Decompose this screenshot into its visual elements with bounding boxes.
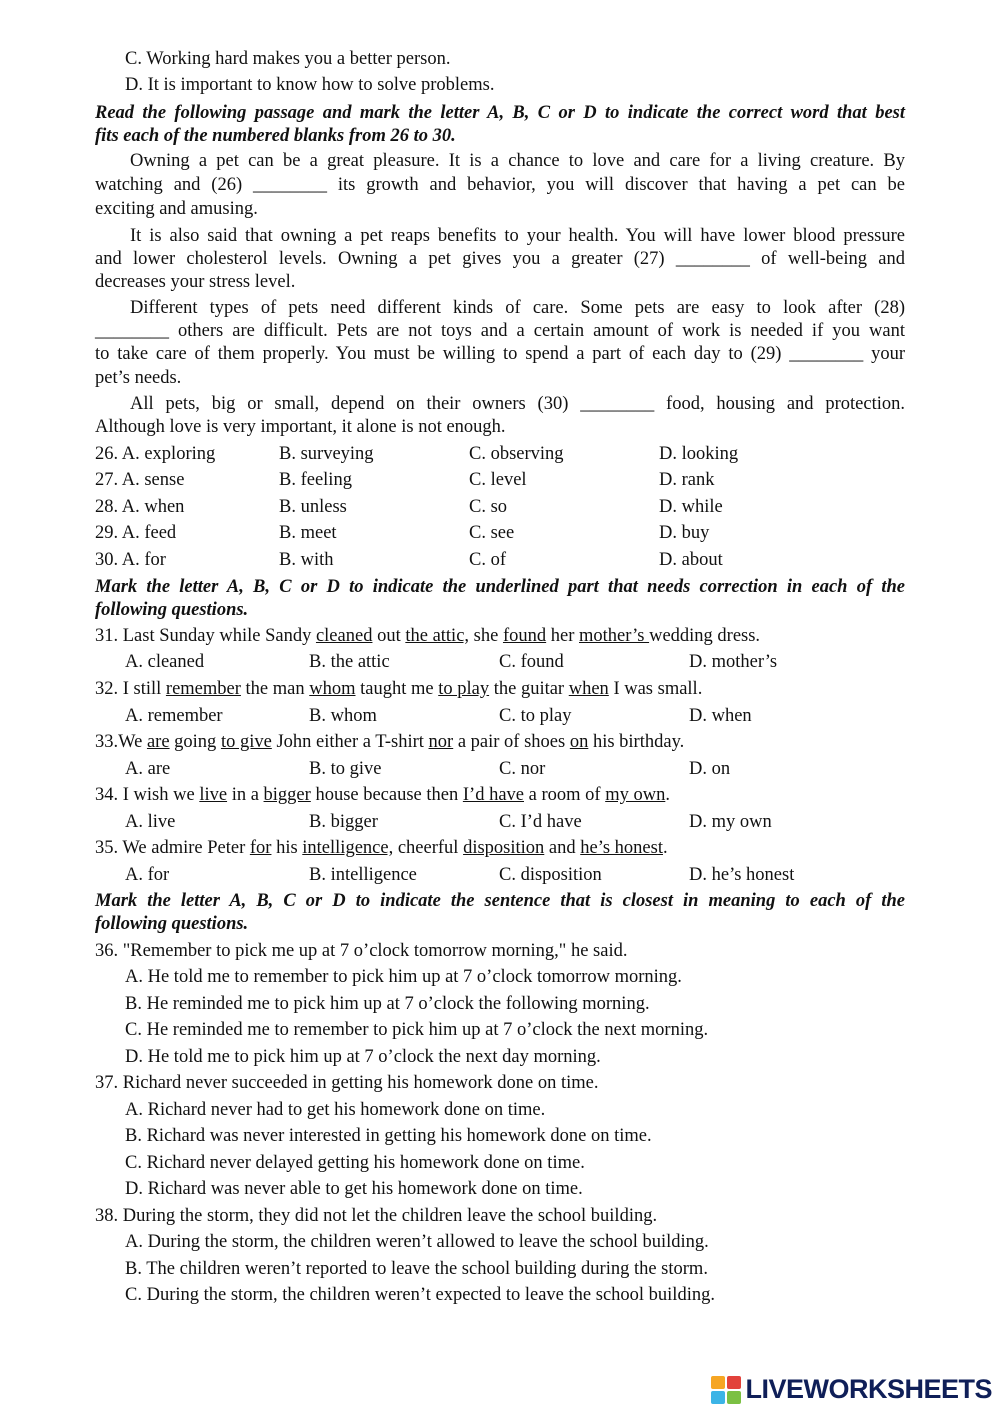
section3-instruction-line2: following questions. [95, 914, 249, 934]
q35-text: 35. We admire Peter [95, 838, 250, 858]
passage-p3-line2: ________ others are difficult. Pets are not toys and a certain amount of work is needed if you want [95, 321, 905, 341]
q30-option-b: B. with [279, 550, 334, 570]
q33-underlined-a: are [146, 732, 170, 752]
q35-text: his [271, 838, 303, 858]
liveworksheets-logo-text: LIVEWORKSHEETS [745, 1374, 992, 1404]
q28-option-b: B. unless [279, 497, 347, 517]
q38-option-c: C. During the storm, the children weren’t expected to leave the school building. [125, 1285, 715, 1305]
q31-option-b: B. the attic [309, 652, 390, 672]
q34-underlined-c: I’d have [462, 785, 524, 805]
q33-option-d: D. on [689, 759, 731, 779]
passage-p1-line1: Owning a pet can be a great pleasure. It is a chance to love and care for a living creature. By [130, 151, 905, 171]
q29-option-a: 29. A. feed [95, 523, 177, 543]
q33-underlined-d: on [569, 732, 589, 752]
q36-option-b: B. He reminded me to pick him up at 7 o’clock the following morning. [125, 994, 650, 1014]
q34-option-c: C. I’d have [499, 812, 582, 832]
passage-p4-line1: All pets, big or small, depend on their owners (30) ________ food, housing and protection. [130, 394, 905, 414]
q34-option-b: B. bigger [309, 812, 378, 832]
q35-text: cheerful [393, 838, 464, 858]
q31-underlined-b: the attic, [405, 626, 470, 646]
q33-text: his birthday. [588, 732, 685, 752]
q29-option-b: B. meet [279, 523, 337, 543]
q32-underlined-d: when [568, 679, 609, 699]
q36-option-d: D. He told me to pick him up at 7 o’clock the next day morning. [125, 1047, 601, 1067]
q33-text: going [169, 732, 221, 752]
q37-option-d: D. Richard was never able to get his homework done on time. [125, 1179, 583, 1199]
q34-underlined-a: live [199, 785, 228, 805]
q32-text: I was small. [608, 679, 703, 699]
q31-text: wedding dress. [649, 626, 761, 646]
q26-option-b: B. surveying [279, 444, 374, 464]
q31-option-d: D. mother’s [689, 652, 778, 672]
q34-text: 34. I wish we [95, 785, 200, 805]
section1-instruction-line1: Read the following passage and mark the letter A, B, C or D to indicate the correct word that best [95, 103, 905, 123]
q33-text: 33.We [95, 732, 147, 752]
passage-p3-line1: Different types of pets need different kinds of care. Some pets are easy to look after (28) [130, 298, 905, 318]
question-31-stem [95, 624, 905, 648]
q27-option-b: B. feeling [279, 470, 352, 490]
q33-text: a pair of shoes [453, 732, 570, 752]
q35-underlined-c: disposition [463, 838, 545, 858]
q27-option-c: C. level [469, 470, 527, 490]
q34-text: . [665, 785, 670, 805]
q35-underlined-a: for [249, 838, 272, 858]
q29-option-d: D. buy [659, 523, 710, 543]
question-36-stem: 36. "Remember to pick me up at 7 o’clock tomorrow morning," he said. [95, 941, 628, 961]
passage-p2-line2: and lower cholesterol levels. Owning a pet gives you a greater (27) ________ of well-being and [95, 249, 905, 269]
passage-p2-line3: decreases your stress level. [95, 272, 296, 292]
q33-underlined-b: to give [220, 732, 272, 752]
q30-option-c: C. of [469, 550, 506, 570]
q31-underlined-d: mother’s [579, 626, 650, 646]
q35-option-b: B. intelligence [309, 865, 417, 885]
q36-option-a: A. He told me to remember to pick him up at 7 o’clock tomorrow morning. [125, 967, 682, 987]
q32-text: the man [240, 679, 310, 699]
q36-option-c: C. He reminded me to remember to pick him up at 7 o’clock the next morning. [125, 1020, 709, 1040]
question-34-stem [95, 783, 905, 807]
passage-p3-line3: to take care of them properly. You must be willing to spend a part of each day to (29) ________ your [95, 344, 905, 364]
section2-instruction-line2: following questions. [95, 600, 249, 620]
q34-option-d: D. my own [689, 812, 772, 832]
q38-option-a: A. During the storm, the children weren’t allowed to leave the school building. [125, 1232, 709, 1252]
q27-option-d: D. rank [659, 470, 715, 490]
question-35-stem [95, 836, 905, 860]
q31-text: her [546, 626, 580, 646]
q26-option-a: 26. A. exploring [95, 444, 216, 464]
q28-option-c: C. so [469, 497, 508, 517]
option-d-prev: D. It is important to know how to solve problems. [125, 75, 495, 95]
option-c-prev: C. Working hard makes you a better person. [125, 49, 451, 69]
q37-option-a: A. Richard never had to get his homework done on time. [125, 1100, 546, 1120]
question-32-stem [95, 677, 905, 701]
q32-underlined-c: to play [438, 679, 490, 699]
q33-underlined-c: nor [428, 732, 454, 752]
q31-underlined-a: cleaned [315, 626, 373, 646]
q35-option-c: C. disposition [499, 865, 602, 885]
q30-option-a: 30. A. for [95, 550, 166, 570]
passage-p1-line2: watching and (26) ________ its growth and behavior, you will discover that having a pet can be [95, 175, 905, 195]
passage-p3-line4: pet’s needs. [95, 368, 182, 388]
q31-text: out [372, 626, 406, 646]
q34-option-a: A. live [125, 812, 176, 832]
q35-text: and [544, 838, 581, 858]
question-37-stem: 37. Richard never succeeded in getting his homework done on time. [95, 1073, 599, 1093]
section1-instruction-line2: fits each of the numbered blanks from 26 to 30. [95, 126, 456, 146]
q35-underlined-b: intelligence, [302, 838, 394, 858]
q34-text: in a [227, 785, 264, 805]
q35-option-d: D. he’s honest [689, 865, 795, 885]
q35-underlined-d: he’s honest [580, 838, 663, 858]
q31-underlined-c: found [502, 626, 547, 646]
question-33-stem [95, 730, 905, 754]
section2-instruction-line1: Mark the letter A, B, C or D to indicate the underlined part that needs correction in each of the [95, 577, 905, 597]
q34-text: a room of [524, 785, 606, 805]
passage-p4-line2: Although love is very important, it alone is not enough. [95, 417, 506, 437]
q32-option-d: D. when [689, 706, 752, 726]
q34-text: house because then [310, 785, 463, 805]
q35-text: . [662, 838, 668, 858]
passage-p1-line3: exciting and amusing. [95, 199, 258, 219]
q31-option-a: A. cleaned [125, 652, 205, 672]
q34-underlined-b: bigger [263, 785, 311, 805]
q32-text: 32. I still [95, 679, 166, 699]
q32-option-b: B. whom [309, 706, 377, 726]
q26-option-d: D. looking [659, 444, 739, 464]
q38-option-b: B. The children weren’t reported to leave the school building during the storm. [125, 1259, 708, 1279]
q33-option-b: B. to give [309, 759, 382, 779]
q32-text: taught me [355, 679, 439, 699]
q31-text: 31. Last Sunday while Sandy [95, 626, 316, 646]
passage-p2-line1: It is also said that owning a pet reaps benefits to your health. You will have lower blood pressure [130, 226, 905, 246]
question-38-stem: 38. During the storm, they did not let the children leave the school building. [95, 1206, 658, 1226]
liveworksheets-logo-icon [711, 1376, 741, 1404]
q27-option-a: 27. A. sense [95, 470, 185, 490]
q29-option-c: C. see [469, 523, 515, 543]
q28-option-a: 28. A. when [95, 497, 185, 517]
section3-instruction-line1: Mark the letter A, B, C or D to indicate the sentence that is closest in meaning to each of the [95, 891, 905, 911]
q26-option-c: C. observing [469, 444, 564, 464]
q37-option-b: B. Richard was never interested in getting his homework done on time. [125, 1126, 652, 1146]
q32-underlined-a: remember [165, 679, 241, 699]
q33-option-c: C. nor [499, 759, 546, 779]
q34-underlined-d: my own [605, 785, 666, 805]
q35-option-a: A. for [125, 865, 170, 885]
q37-option-c: C. Richard never delayed getting his homework done on time. [125, 1153, 585, 1173]
q33-option-a: A. are [125, 759, 171, 779]
q32-underlined-b: whom [309, 679, 356, 699]
q32-option-c: C. to play [499, 706, 572, 726]
q32-text: the guitar [489, 679, 569, 699]
q31-option-c: C. found [499, 652, 564, 672]
liveworksheets-logo [711, 1374, 992, 1405]
q32-option-a: A. remember [125, 706, 223, 726]
q31-text: she [469, 626, 503, 646]
q30-option-d: D. about [659, 550, 723, 570]
q28-option-d: D. while [659, 497, 723, 517]
q33-text: John either a T-shirt [271, 732, 429, 752]
